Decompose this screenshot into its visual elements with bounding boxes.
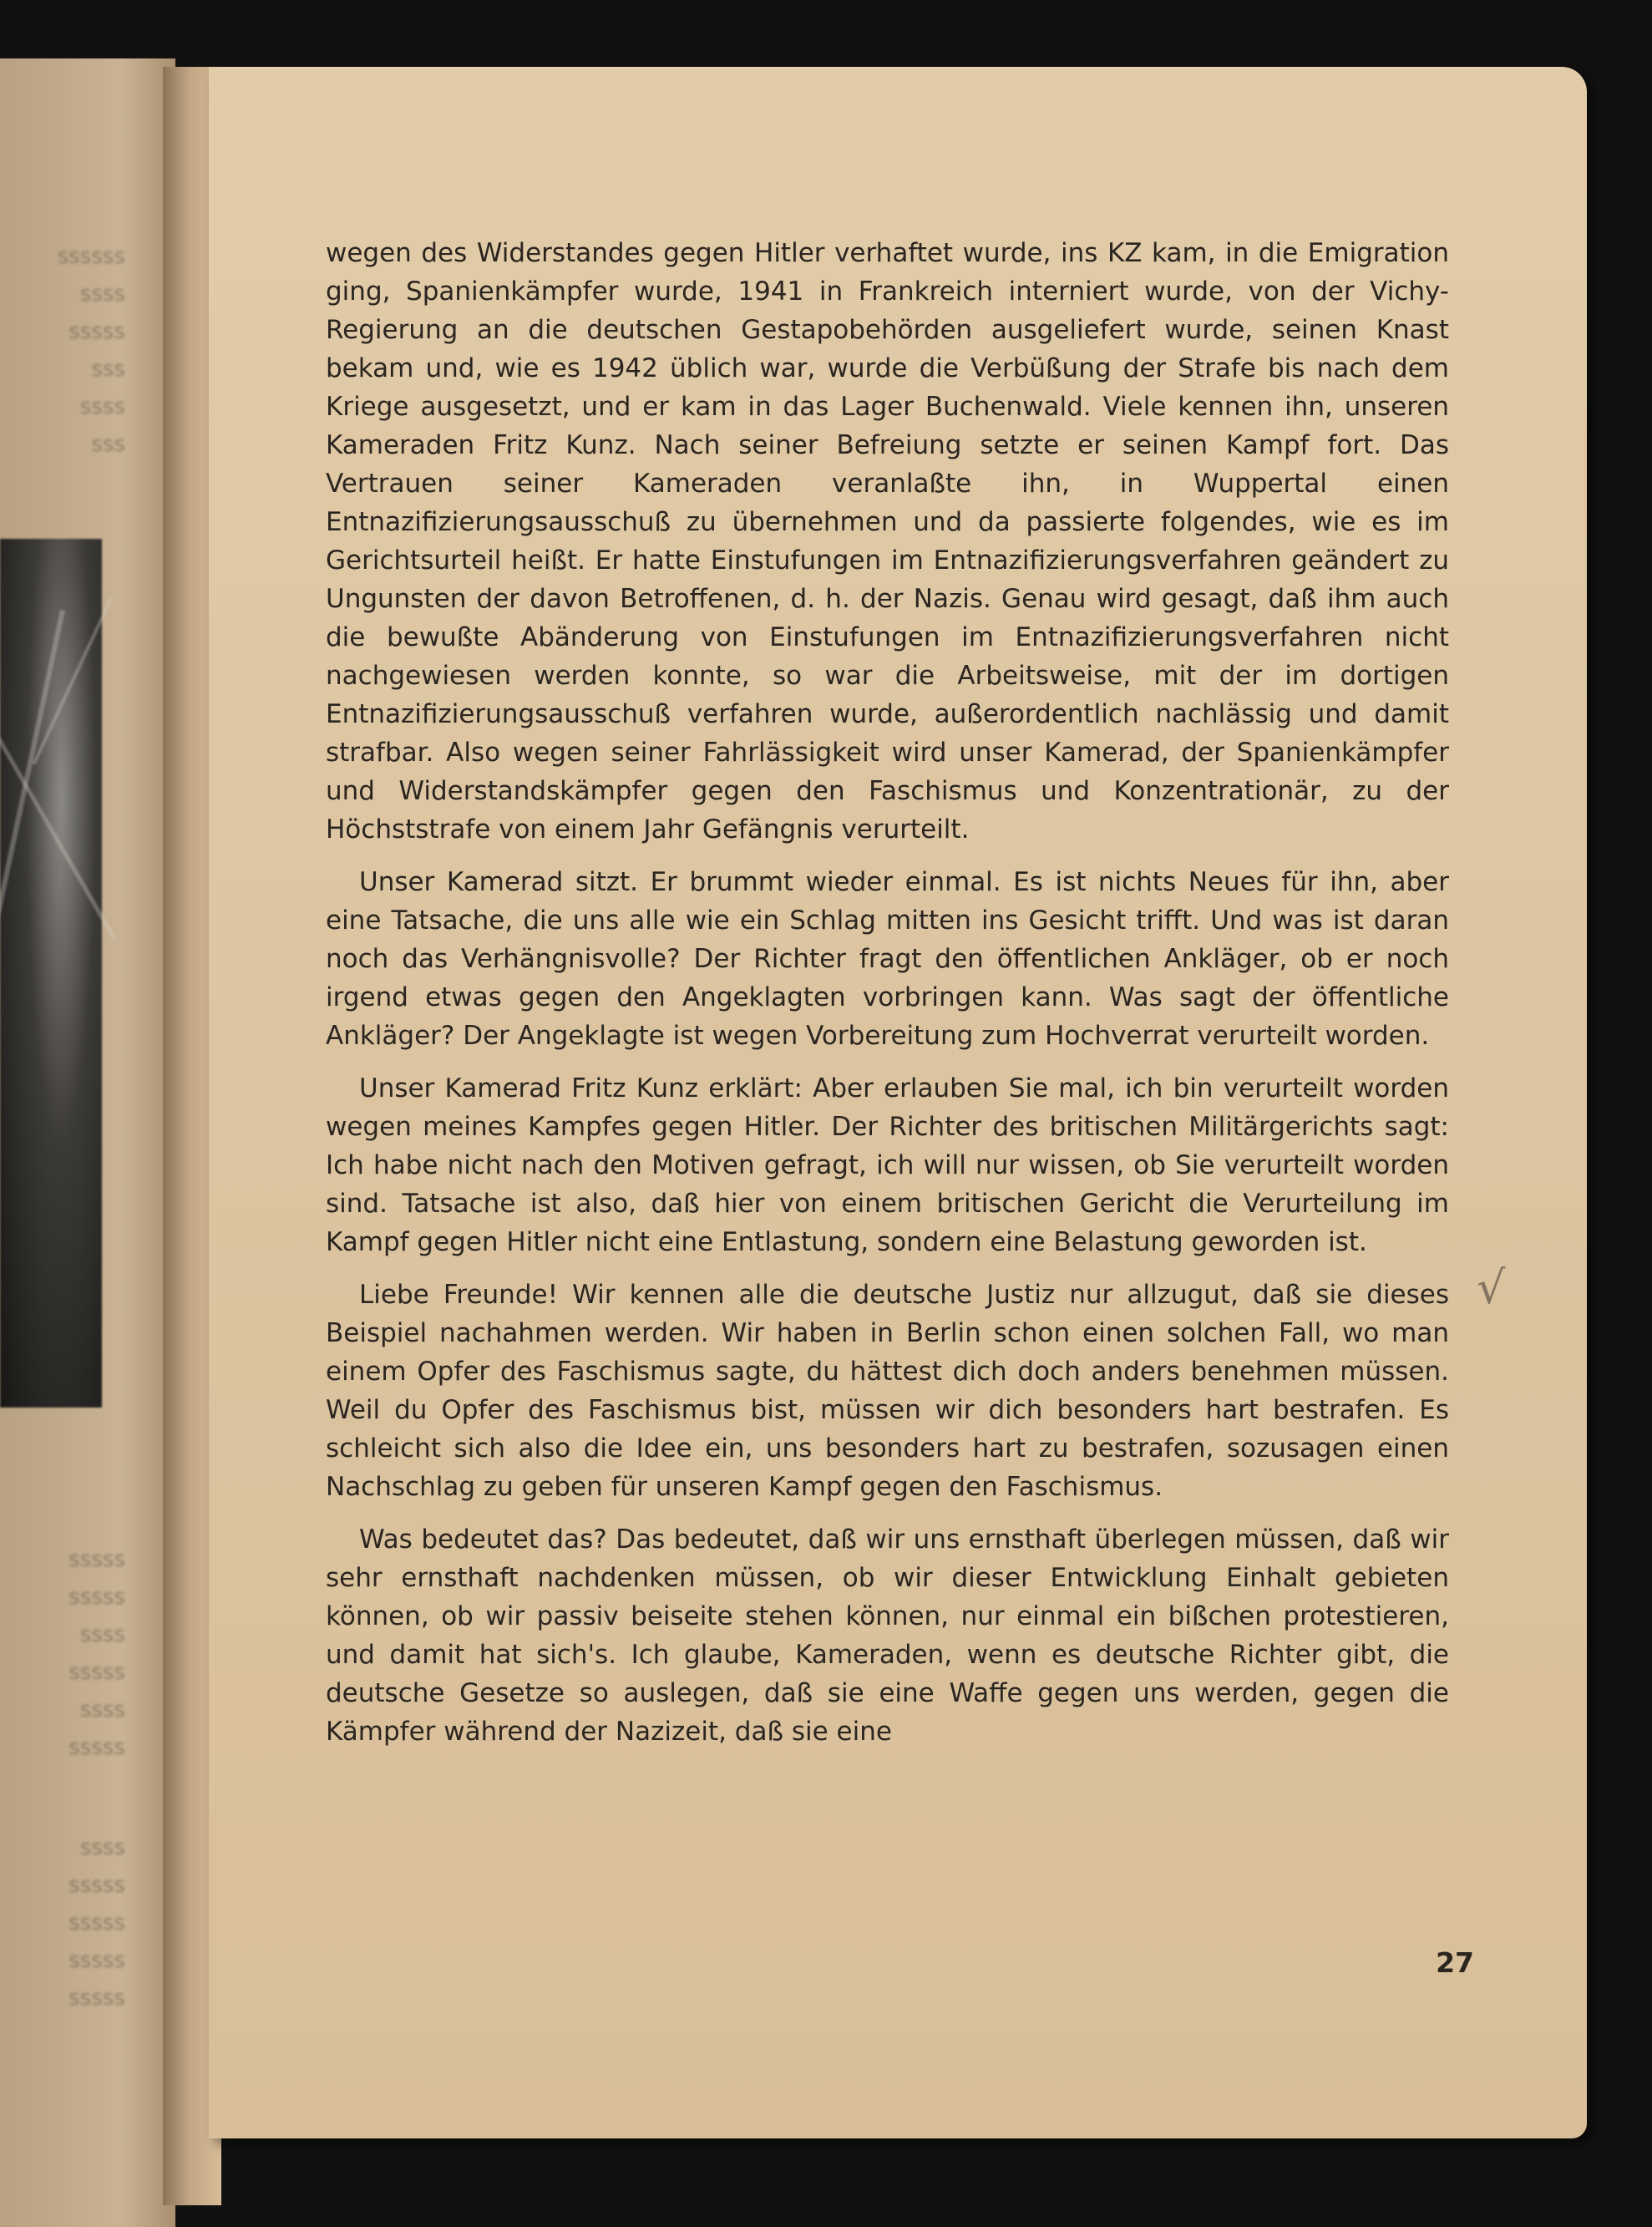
margin-checkmark: √ <box>1477 1261 1506 1314</box>
paragraph-3: Unser Kamerad Fritz Kunz erklärt: Aber erlauben Sie mal, ich bin verurteilt worden wegen meines Kampfes gegen Hitler. Der Richter des britischen Militärgerichts sagt: Ich habe nicht nach den Motiven gefragt, ich will nur wissen, ob Sie verurteilt worden sind. Tatsache ist also, daß hier von einem britischen Gericht die Verurteilung im Kampf gegen Hitler nicht eine Entlastung, sondern eine Belastung geworden ist. <box>326 1073 1449 1257</box>
paragraph-4: Liebe Freunde! Wir kennen alle die deutsche Justiz nur allzugut, daß sie dieses Beispiel nachahmen werden. Wir haben in Berlin schon einen solchen Fall, wo man einem Opfer des Faschismus sagte, du hättest dich doch anders benehmen müssen. Weil du Opfer des Faschismus bist, müssen wir dich besonders hart bestrafen. Es schleicht sich also die Idee ein, uns besonders hart zu bestrafen, sozusagen einen Nachschlag zu geben für unseren Kampf gegen den Faschismus. <box>326 1280 1449 1502</box>
paragraph-1: wegen des Widerstandes gegen Hitler verhaftet wurde, ins KZ kam, in die Emigration ging, Spanienkämpfer wurde, 1941 in Frankreich interniert wurde, von der Vichy-Regierung an die deutschen Gestapobehörden ausgeliefert wurde, seinen Knast bekam und, wie es 1942 üblich war, wurde die Verbüßung der Strafe bis nach dem Kriege ausgesetzt, und er kam in das Lager Buchenwald. Viele kennen ihn, unseren Kameraden Fritz Kunz. Nach seiner Befreiung setzte er seinen Kampf fort. Das Vertrauen seiner Kameraden veranlaßte ihn, in Wuppertal einen Entnazifizierungsausschuß zu übernehmen und da passierte folgendes, wie es im Gerichtsurteil heißt. Er hatte Einstufungen im Entnazifizierungsverfahren geändert zu Ungunsten der davon Betroffenen, d. h. der Nazis. Genau wird gesagt, daß ihm auch die bewußte Abänderung von Einstufungen im Entnazifizierungsverfahren nicht nachgewiesen werden konnte, so war die Arbeitsweise, mit der im dortigen Entnazifizierungsausschuß verfahren wurde, außerordentlich nachlässig und damit strafbar. Also wegen seiner Fahrlässigkeit wird unser Kamerad, der Spanienkämpfer und Widerstandskämpfer gegen den Faschismus und Konzentrationär, zu der Höchststrafe von einem Jahr Gefängnis verurteilt. <box>326 238 1449 845</box>
paragraph-2: Unser Kamerad sitzt. Er brummt wieder einmal. Es ist nichts Neues für ihn, aber eine Tatsache, die uns alle wie ein Schlag mitten ins Gesicht trifft. Und was ist daran noch das Verhängnisvolle? Der Richter fragt den öffentlichen Ankläger, ob er noch irgend etwas gegen den Angeklagten vorbringen kann. Was sagt der öffentliche Ankläger? Der Angeklagte ist wegen Vorbereitung zum Hochverrat verurteilt worden. <box>326 867 1449 1051</box>
page-number: 27 <box>1436 1946 1474 1979</box>
facing-page-photo <box>0 539 102 1408</box>
body-text <box>326 234 1449 1765</box>
paragraph-5: Was bedeutet das? Das bedeutet, daß wir uns ernsthaft überlegen müssen, daß wir sehr ernsthaft nachdenken müssen, ob wir dieser Entwicklung Einhalt gebieten können, ob wir passiv beiseite stehen können, nur einmal ein bißchen protestieren, und damit hat sich's. Ich glaube, Kameraden, wenn es deutsche Richter gibt, die deutsche Gesetze so auslegen, daß sie eine Waffe gegen uns werden, gegen die Kämpfer während der Nazizeit, daß sie eine <box>326 1524 1449 1747</box>
book-page <box>209 67 1587 2138</box>
facing-page-left <box>0 58 175 2227</box>
facing-page-ghost-text-middle: sssss sssss ssss sssss ssss sssss <box>68 1547 125 1760</box>
facing-page-ghost-text-top: ssssss ssss sssss sss ssss sss <box>57 244 125 457</box>
facing-page-ghost-text-bottom: ssss sssss sssss sssss sssss <box>68 1835 125 2011</box>
